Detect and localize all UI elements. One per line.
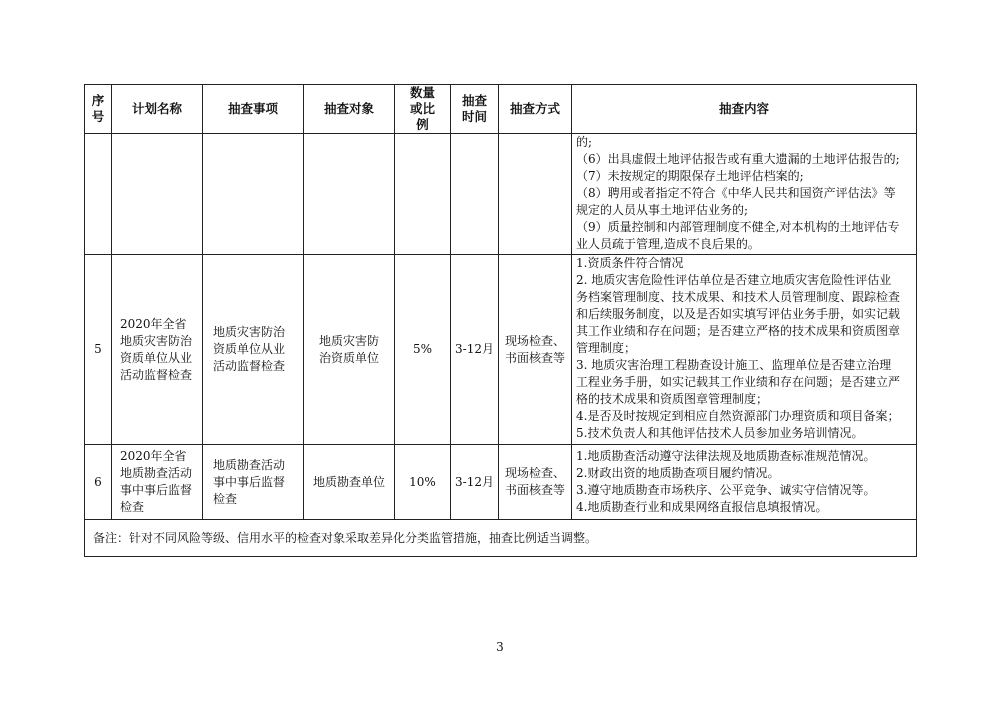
inspection-time: 3-12月: [451, 255, 499, 445]
header-inspection-object: 抽查对象: [304, 85, 395, 134]
table-header-row: [85, 85, 917, 134]
content-line: 工程业务手册，如实记载其工作业绩和存在问题；是否建立严: [576, 375, 901, 389]
quantity-ratio: 5%: [395, 255, 451, 445]
header-inspection-time: 抽查时间: [451, 85, 499, 134]
inspection-item: 地质勘查活动事中事后监督检查: [203, 445, 304, 520]
content-line: 1.地质勘查活动遵守法律法规及地质勘查标准规范情况。: [576, 449, 876, 463]
row-number: 6: [85, 445, 112, 520]
header-inspection-content: 抽查内容: [572, 85, 917, 134]
table-note: 备注：针对不同风险等级、信用水平的检查对象采取差异化分类监管措施，抽查比例适当调整。: [85, 520, 917, 557]
page-number: 3: [496, 640, 504, 654]
continuation-content: [572, 134, 917, 255]
table-row: [85, 445, 917, 520]
content-line: 规定的人员从事土地评估业务的;: [576, 203, 749, 217]
content-line: 的;: [576, 135, 593, 149]
content-line: 3.遵守地质勘查市场秩序、公平竞争、诚实守信情况等。: [576, 483, 876, 497]
inspection-plan-table: [84, 84, 917, 557]
content-line: 2. 地质灾害危险性评估单位是否建立地质灾害危险性评估业: [576, 273, 892, 287]
header-inspection-item: 抽查事项: [203, 85, 304, 134]
table-row-continuation: [85, 134, 917, 255]
content-line: 业人员疏于管理,造成不良后果的。: [576, 237, 760, 251]
content-line: （6）出具虚假土地评估报告或有重大遗漏的土地评估报告的;: [576, 152, 900, 166]
header-plan-name: 计划名称: [112, 85, 203, 134]
inspection-object: 地质勘查单位: [304, 445, 395, 520]
content-line: 5.技术负责人和其他评估技术人员参加业务培训情况。: [576, 426, 864, 440]
content-line: 和后续服务制度，以及是否如实填写评估业务手册，如实记载: [576, 307, 901, 321]
content-line: （7）未按规定的期限保存土地评估档案的;: [576, 169, 804, 183]
content-line: 3. 地质灾害治理工程勘查设计施工、监理单位是否建立治理: [576, 358, 892, 372]
content-line: 4.是否及时按规定到相应自然资源部门办理资质和项目备案；: [576, 409, 900, 423]
row-number: 5: [85, 255, 112, 445]
plan-name: 2020年全省地质勘查活动事中事后监督检查: [112, 445, 203, 520]
content-line: 务档案管理制度、技术成果、和技术人员管理制度、跟踪检查: [576, 290, 901, 304]
content-line: 其工作业绩和存在问题；是否建立严格的技术成果和资质图章: [576, 324, 901, 338]
content-line: 1.资质条件符合情况: [576, 256, 684, 270]
content-line: 2.财政出资的地质勘查项目履约情况。: [576, 466, 780, 480]
inspection-content: [572, 445, 917, 520]
content-line: （9）质量控制和内部管理制度不健全,对本机构的土地评估专: [576, 220, 900, 234]
content-line: （8）聘用或者指定不符合《中华人民共和国资产评估法》等: [576, 186, 896, 200]
quantity-ratio: 10%: [395, 445, 451, 520]
inspection-item: 地质灾害防治资质单位从业活动监督检查: [203, 255, 304, 445]
inspection-content: [572, 255, 917, 445]
inspection-method: 现场检查、书面核查等: [499, 255, 572, 445]
inspection-object: 地质灾害防治资质单位: [304, 255, 395, 445]
table-row: [85, 255, 917, 445]
table-note-row: [85, 520, 917, 557]
content-line: 管理制度；: [576, 341, 637, 355]
inspection-method: 现场检查、书面核查等: [499, 445, 572, 520]
header-quantity-ratio: 数量或比例: [395, 85, 451, 134]
inspection-time: 3-12月: [451, 445, 499, 520]
content-line: 格的技术成果和资质图章管理制度；: [576, 392, 769, 406]
header-no: 序号: [85, 85, 112, 134]
header-inspection-method: 抽查方式: [499, 85, 572, 134]
plan-name: 2020年全省地质灾害防治资质单位从业活动监督检查: [112, 255, 203, 445]
content-line: 4.地质勘查行业和成果网络直报信息填报情况。: [576, 500, 828, 514]
